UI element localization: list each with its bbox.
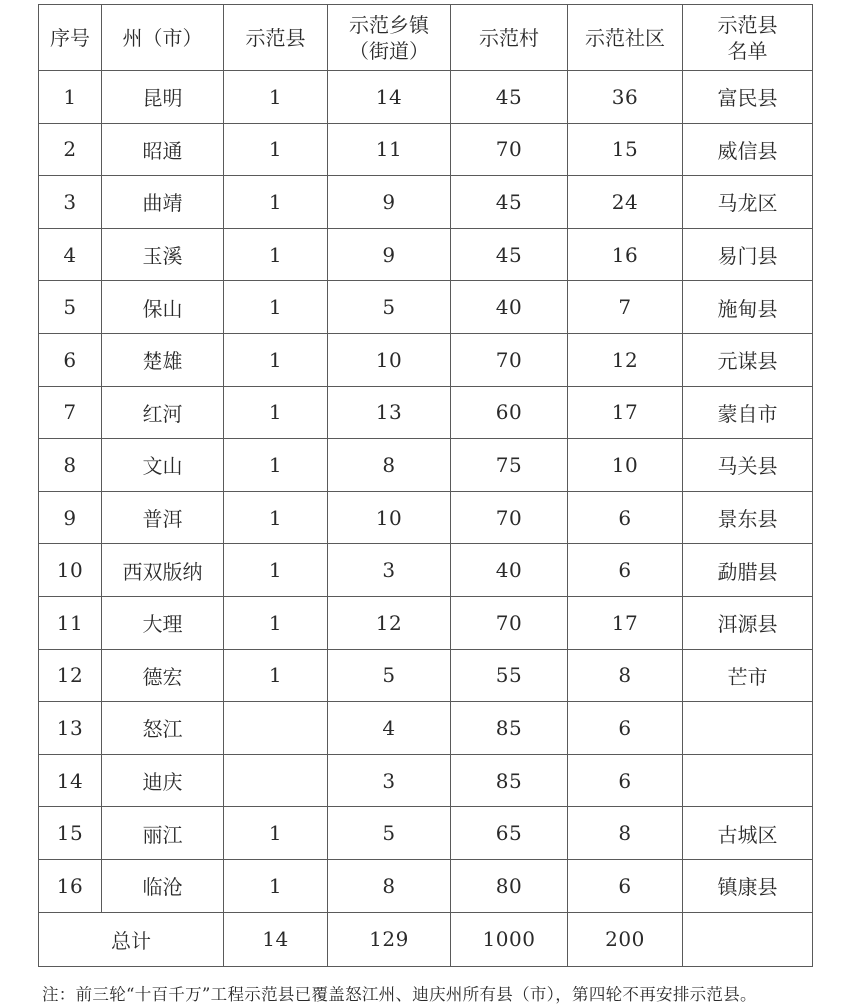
cell-prefecture: 昆明 [102, 71, 224, 124]
cell-prefecture: 普洱 [102, 491, 224, 544]
table-row [39, 123, 813, 176]
cell-township: 13 [328, 386, 451, 439]
cell-village: 85 [451, 702, 568, 755]
table-row [39, 228, 813, 281]
cell-county: 1 [224, 71, 328, 124]
cell-county-name: 威信县 [683, 123, 813, 176]
table-row [39, 281, 813, 334]
cell-township: 5 [328, 807, 451, 860]
cell-prefecture: 昭通 [102, 123, 224, 176]
cell-county-name: 元谋县 [683, 333, 813, 386]
cell-seq: 14 [39, 754, 102, 807]
cell-seq: 11 [39, 596, 102, 649]
cell-seq: 13 [39, 702, 102, 755]
cell-township: 10 [328, 333, 451, 386]
cell-prefecture: 丽江 [102, 807, 224, 860]
header-seq: 序号 [39, 5, 102, 71]
cell-county-name: 马关县 [683, 439, 813, 492]
cell-township: 8 [328, 859, 451, 912]
cell-county [224, 754, 328, 807]
cell-county: 1 [224, 596, 328, 649]
cell-seq: 4 [39, 228, 102, 281]
cell-seq: 16 [39, 859, 102, 912]
cell-village: 70 [451, 123, 568, 176]
cell-prefecture: 怒江 [102, 702, 224, 755]
table-row [39, 859, 813, 912]
header-community: 示范社区 [568, 5, 683, 71]
cell-seq: 6 [39, 333, 102, 386]
total-township: 129 [328, 912, 451, 966]
cell-prefecture: 西双版纳 [102, 544, 224, 597]
cell-township: 10 [328, 491, 451, 544]
cell-village: 85 [451, 754, 568, 807]
cell-village: 60 [451, 386, 568, 439]
total-county: 14 [224, 912, 328, 966]
cell-township: 11 [328, 123, 451, 176]
cell-village: 40 [451, 281, 568, 334]
cell-county: 1 [224, 491, 328, 544]
cell-village: 70 [451, 333, 568, 386]
cell-township: 9 [328, 176, 451, 229]
cell-community: 17 [568, 386, 683, 439]
footnote: 注：前三轮“十百千万”工程示范县已覆盖怒江州、迪庆州所有县（市），第四轮不再安排示范县。 [42, 985, 757, 1004]
cell-village: 55 [451, 649, 568, 702]
cell-community: 16 [568, 228, 683, 281]
header-county-list-line1: 示范县 [717, 12, 778, 37]
cell-village: 80 [451, 859, 568, 912]
header-township-line1: 示范乡镇 [349, 12, 429, 37]
cell-community: 7 [568, 281, 683, 334]
cell-community: 6 [568, 859, 683, 912]
table-row [39, 71, 813, 124]
cell-community: 10 [568, 439, 683, 492]
cell-county-name [683, 702, 813, 755]
cell-village: 40 [451, 544, 568, 597]
header-county: 示范县 [224, 5, 328, 71]
table-row [39, 596, 813, 649]
cell-county-name: 芒市 [683, 649, 813, 702]
cell-prefecture: 临沧 [102, 859, 224, 912]
cell-community: 15 [568, 123, 683, 176]
cell-county-name: 洱源县 [683, 596, 813, 649]
cell-community: 6 [568, 754, 683, 807]
cell-community: 6 [568, 544, 683, 597]
cell-county-name: 马龙区 [683, 176, 813, 229]
cell-prefecture: 玉溪 [102, 228, 224, 281]
table-row [39, 702, 813, 755]
cell-prefecture: 保山 [102, 281, 224, 334]
demonstration-table [38, 4, 813, 967]
cell-seq: 7 [39, 386, 102, 439]
cell-community: 6 [568, 491, 683, 544]
cell-county-name: 景东县 [683, 491, 813, 544]
total-label: 总计 [39, 912, 224, 966]
header-county-list-line2: 名单 [727, 38, 768, 63]
cell-county-name: 古城区 [683, 807, 813, 860]
header-village: 示范村 [451, 5, 568, 71]
cell-county: 1 [224, 228, 328, 281]
cell-seq: 15 [39, 807, 102, 860]
cell-village: 70 [451, 596, 568, 649]
cell-township: 5 [328, 281, 451, 334]
cell-county-name: 易门县 [683, 228, 813, 281]
cell-township: 8 [328, 439, 451, 492]
cell-seq: 9 [39, 491, 102, 544]
cell-village: 75 [451, 439, 568, 492]
cell-community: 24 [568, 176, 683, 229]
cell-seq: 12 [39, 649, 102, 702]
cell-county-name: 施甸县 [683, 281, 813, 334]
cell-community: 12 [568, 333, 683, 386]
cell-county: 1 [224, 859, 328, 912]
cell-seq: 2 [39, 123, 102, 176]
total-village: 1000 [451, 912, 568, 966]
cell-village: 70 [451, 491, 568, 544]
cell-seq: 5 [39, 281, 102, 334]
cell-prefecture: 楚雄 [102, 333, 224, 386]
table-row [39, 176, 813, 229]
cell-prefecture: 迪庆 [102, 754, 224, 807]
cell-county: 1 [224, 544, 328, 597]
header-prefecture: 州（市） [102, 5, 224, 71]
cell-prefecture: 德宏 [102, 649, 224, 702]
cell-village: 45 [451, 228, 568, 281]
table-row [39, 439, 813, 492]
cell-community: 8 [568, 649, 683, 702]
cell-township: 14 [328, 71, 451, 124]
cell-seq: 3 [39, 176, 102, 229]
cell-village: 65 [451, 807, 568, 860]
cell-township: 3 [328, 754, 451, 807]
cell-prefecture: 文山 [102, 439, 224, 492]
cell-county-name: 镇康县 [683, 859, 813, 912]
cell-county: 1 [224, 333, 328, 386]
total-row [39, 912, 813, 966]
table-row [39, 491, 813, 544]
cell-county: 1 [224, 439, 328, 492]
cell-county-name: 蒙自市 [683, 386, 813, 439]
cell-seq: 8 [39, 439, 102, 492]
table-row [39, 807, 813, 860]
cell-county-name: 勐腊县 [683, 544, 813, 597]
cell-village: 45 [451, 176, 568, 229]
header-county-list [683, 5, 813, 71]
cell-township: 9 [328, 228, 451, 281]
cell-county: 1 [224, 281, 328, 334]
table-row [39, 754, 813, 807]
cell-community: 36 [568, 71, 683, 124]
total-county-name [683, 912, 813, 966]
cell-township: 12 [328, 596, 451, 649]
table-row [39, 544, 813, 597]
cell-community: 6 [568, 702, 683, 755]
cell-county: 1 [224, 649, 328, 702]
cell-seq: 10 [39, 544, 102, 597]
header-township [328, 5, 451, 71]
cell-county-name [683, 754, 813, 807]
cell-township: 3 [328, 544, 451, 597]
cell-seq: 1 [39, 71, 102, 124]
cell-county: 1 [224, 807, 328, 860]
cell-county [224, 702, 328, 755]
cell-county: 1 [224, 123, 328, 176]
cell-village: 45 [451, 71, 568, 124]
total-community: 200 [568, 912, 683, 966]
cell-community: 8 [568, 807, 683, 860]
table-row [39, 649, 813, 702]
header-township-line2: （街道） [349, 38, 429, 63]
cell-prefecture: 红河 [102, 386, 224, 439]
cell-township: 4 [328, 702, 451, 755]
table-row [39, 333, 813, 386]
table-row [39, 386, 813, 439]
cell-prefecture: 大理 [102, 596, 224, 649]
cell-community: 17 [568, 596, 683, 649]
cell-prefecture: 曲靖 [102, 176, 224, 229]
cell-county-name: 富民县 [683, 71, 813, 124]
cell-township: 5 [328, 649, 451, 702]
header-row [39, 5, 813, 71]
cell-county: 1 [224, 386, 328, 439]
cell-county: 1 [224, 176, 328, 229]
